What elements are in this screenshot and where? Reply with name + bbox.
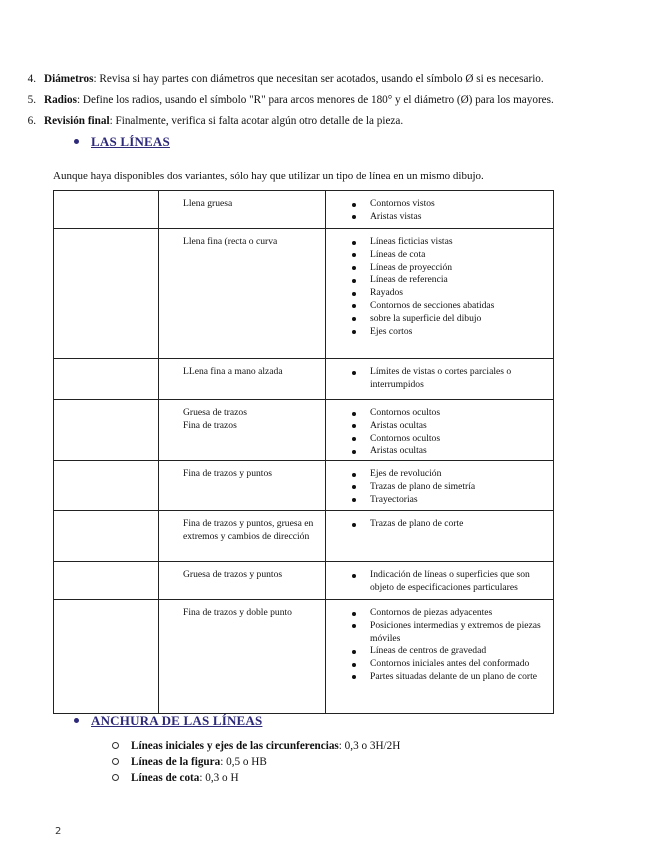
list-item: Contornos vistos [370, 198, 545, 211]
line-type: Fina de trazos y puntos [183, 468, 272, 479]
step-number: 5. [27, 94, 36, 106]
table-cell-empty [54, 562, 159, 600]
list-item: Trazas de plano de simetría [370, 481, 545, 494]
section-heading-lines [74, 134, 170, 150]
line-uses-cell [326, 511, 554, 562]
step-4 [14, 72, 544, 86]
table-cell-empty [54, 229, 159, 359]
list-item: Líneas ficticias vistas [370, 236, 545, 249]
line-type-cell [159, 562, 326, 600]
step-title: Radios [44, 94, 77, 106]
step-title: Revisión final [44, 115, 110, 127]
width-label: Líneas de la figura [131, 756, 221, 768]
uses-list [326, 607, 553, 684]
step-title: Diámetros [44, 73, 94, 85]
list-item: Líneas de proyección [370, 262, 545, 275]
line-uses-cell [326, 600, 554, 714]
uses-list [326, 236, 553, 338]
line-uses-cell [326, 191, 554, 229]
line-type-cell [159, 511, 326, 562]
intro-paragraph: Aunque haya disponibles dos variantes, sólo hay que utilizar un tipo de línea en un mismo dibujo. [53, 170, 484, 182]
circle-bullet-icon [112, 758, 119, 765]
table-row [54, 562, 554, 600]
table-cell-empty [54, 359, 159, 400]
step-5 [14, 93, 554, 107]
list-item: Contornos ocultos [370, 407, 545, 420]
line-type: Fina de trazos y doble punto [183, 607, 292, 618]
width-label: Líneas de cota [131, 772, 200, 784]
list-item: Trazas de plano de corte [370, 518, 545, 531]
width-label: Líneas iniciales y ejes de las circunferencias [131, 740, 339, 752]
section-title: ANCHURA DE LAS LÍNEAS [91, 713, 263, 728]
section-title: LAS LÍNEAS [91, 134, 170, 149]
line-type: Llena gruesa [183, 198, 233, 209]
list-item: Indicación de líneas o superficies que son objeto de especificaciones particulares [370, 569, 545, 595]
circle-bullet-icon [112, 774, 119, 781]
table-row [54, 400, 554, 461]
step-text: : Finalmente, verifica si falta acotar algún otro detalle de la pieza. [109, 115, 404, 127]
line-type-cell [159, 400, 326, 461]
line-type-cell [159, 359, 326, 400]
line-type: Fina de trazos [183, 419, 237, 431]
width-item [112, 739, 400, 753]
table-row [54, 511, 554, 562]
step-text: : Revisa si hay partes con diámetros que necesitan ser acotados, usando el símbolo Ø si es necesario. [93, 73, 544, 85]
uses-list [326, 407, 553, 458]
list-item: Líneas de centros de gravedad [370, 645, 545, 658]
list-item: Aristas ocultas [370, 445, 545, 458]
line-type: Gruesa de trazos [183, 407, 247, 418]
line-type: Llena fina (recta o curva [183, 236, 278, 247]
table-cell-empty [54, 600, 159, 714]
list-item: Aristas ocultas [370, 420, 545, 433]
line-uses-cell [326, 229, 554, 359]
step-6 [14, 114, 403, 128]
list-item: Trayectorias [370, 494, 545, 507]
page-number: 2 [55, 826, 62, 837]
width-value: : 0,3 o H [199, 772, 239, 784]
line-uses-cell [326, 400, 554, 461]
uses-list [326, 468, 553, 506]
uses-list [326, 569, 553, 595]
list-item: Ejes de revolución [370, 468, 545, 481]
list-item: Contornos ocultos [370, 433, 545, 446]
circle-bullet-icon [112, 742, 119, 749]
section-heading-width [74, 713, 262, 729]
width-value: : 0,3 o 3H/2H [338, 740, 401, 752]
table-row [54, 461, 554, 511]
list-item: Líneas de referencia [370, 274, 545, 287]
step-number: 6. [27, 115, 36, 127]
table-row [54, 191, 554, 229]
uses-list [326, 366, 553, 392]
list-item: Límites de vistas o cortes parciales o interrumpidos [370, 366, 545, 392]
list-item: Posiciones intermedias y extremos de piezas móviles [370, 620, 545, 646]
width-item [112, 771, 239, 785]
step-number: 4. [27, 73, 36, 85]
list-item: Líneas de cota [370, 249, 545, 262]
line-uses-cell [326, 562, 554, 600]
uses-list [326, 198, 553, 224]
list-item: sobre la superficie del dibujo [370, 313, 545, 326]
step-text: : Define los radios, usando el símbolo "R" para arcos menores de 180° y el diámetro (Ø) para los mayores. [76, 94, 554, 106]
line-type-cell [159, 229, 326, 359]
line-uses-cell [326, 461, 554, 511]
width-value: : 0,5 o HB [220, 756, 267, 768]
table-cell-empty [54, 461, 159, 511]
uses-list [326, 518, 553, 531]
line-type-cell [159, 461, 326, 511]
width-item [112, 755, 267, 769]
list-item: Contornos de piezas adyacentes [370, 607, 545, 620]
line-types-table [53, 190, 554, 714]
list-item: Ejes cortos [370, 326, 545, 339]
bullet-icon [74, 718, 79, 723]
line-type-cell [159, 191, 326, 229]
table-row [54, 229, 554, 359]
line-type: Fina de trazos y puntos, gruesa en extremos y cambios de dirección [183, 518, 314, 542]
line-type: LLena fina a mano alzada [183, 366, 283, 377]
line-uses-cell [326, 359, 554, 400]
list-item: Rayados [370, 287, 545, 300]
list-item: Aristas vistas [370, 211, 545, 224]
table-cell-empty [54, 511, 159, 562]
line-type-cell [159, 600, 326, 714]
line-type: Gruesa de trazos y puntos [183, 569, 283, 580]
list-item: Contornos iniciales antes del conformado [370, 658, 545, 671]
list-item: Contornos de secciones abatidas [370, 300, 545, 313]
table-row [54, 359, 554, 400]
table-row [54, 600, 554, 714]
list-item: Partes situadas delante de un plano de corte [370, 671, 545, 684]
table-cell-empty [54, 400, 159, 461]
bullet-icon [74, 139, 79, 144]
table-cell-empty [54, 191, 159, 229]
